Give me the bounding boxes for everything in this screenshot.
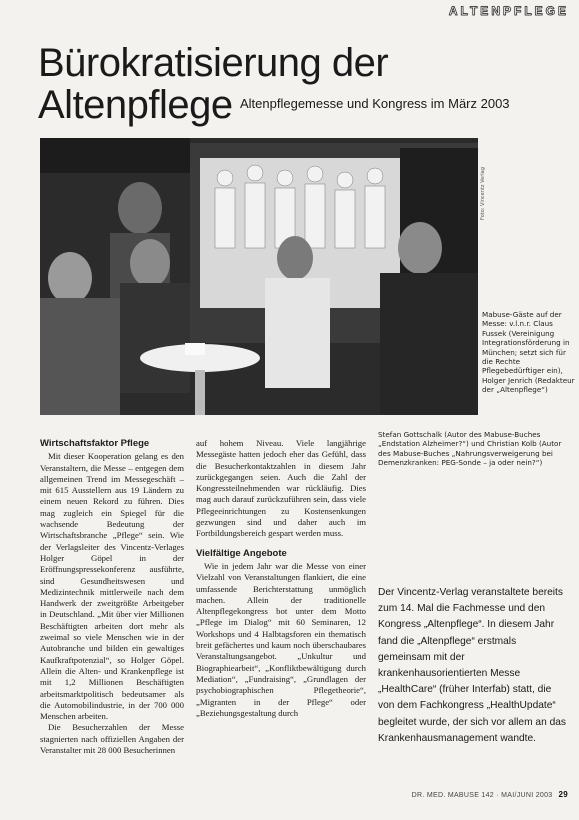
section-label: ALTENPFLEGE (448, 4, 569, 18)
intro-box: Der Vincentz-Verlag veranstaltete bereits zum 14. Mal die Fachmesse und den Kongress „Altenpflege“. In diesem Jahr fand die „Altenpflege“ erstmals gemeinsam mit der krankenhausorientierten Messe „HealthCare“ (früher Interfab) statt, die von dem Fachkongress „HealthUpdate“ begleitet wurde, der sich vor allem an das Krankenhausmanagement wandte. (378, 587, 567, 744)
photo-credit: Foto: Vincentz Verlag (480, 167, 486, 220)
article-title-line1: Bürokratisierung der (38, 41, 389, 85)
section-heading: Wirtschaftsfaktor Pflege (40, 438, 150, 449)
article-photo (40, 138, 478, 415)
journal-name: DR. MED. MABUSE 142 · MAI/JUNI 2003 (411, 792, 553, 799)
photo-caption-continued: Stefan Gottschalk (Autor des Mabuse-Buches „Endstation Alzheimer?“) und Christian Kolb (Autor des Mabuse-Buches „Nahrungsverweigerung bei Demenzkranken: PEG-Sonde – ja oder nein?“) (378, 430, 562, 468)
photo-illustration (40, 138, 478, 415)
article-title-line2: Altenpflege (38, 83, 233, 127)
paragraph: Die Besucherzahlen der Messe stagnierten nach offiziellen Angaben der Veranstalter mit 28 000 Besucherinnen (40, 722, 184, 756)
page-footer (398, 790, 568, 799)
paragraph: Wie in jedem Jahr war die Messe von einer Vielzahl von Veranstaltungen flankiert, die eine umfassende Berichterstattung unmöglich machen. Allein der traditionelle Altenpflegekongress bot unter dem Motto „Pflege im Dialog“ mit 60 Seminaren, 12 Workshops und 4 Halbtagsforen ein thematisch breit gefächertes und kaum noch überschaubares Veranstaltungsangebot. „Unkultur und Biographiearbeit“, „Konfliktbewältigung durch Mediation“, „Fundraising“, „Grundlagen der psychobiographischen Pflegetheorie“, „Migranten in der Pflege“ oder „Beziehungsgestaltung durch (196, 560, 366, 718)
paragraph: auf hohem Niveau. Viele langjährige Messegäste hatten jedoch eher das Gefühl, dass die Besucherkontaktzahlen in diesem Jahr zurückgegangen seien. Auch die Zahl der Kongressteilnehmenden war rückläufig. Dies mag auch darauf zurückzuführen sein, dass viele Pflegeeinrichtungen zu Kostensenkungen gezwungen sind und daher auch im Fortbildungsbereich gespart werden muss. (196, 438, 366, 539)
paragraph: Mit dieser Kooperation gelang es den Veranstaltern, die Messe – entgegen dem allgemeinen Trend im Messegeschäft – mit 615 Ausstellern aus 19 Ländern zu einem neuen Rekord zu führen. Dies mag zugleich ein Spiegel für die wachsende Bedeutung der Wirtschaftsbranche „Pflege“ sein. Wie der Verlagsleiter des Vincentz-Verlages Holger Göpel in der Eröffnungspressekonferenz ausführte, sind Gesundheitswesen und Medizintechnik mittlerweile nach dem Handwerk der zweitgrößte Arbeitgeber in Deutschland. „Mit über vier Millionen Beschäftigten arbeiten dort mehr als zweimal so viele Menschen wie in der Autobranche und bilden ein gewaltiges Kaufkraftpotenzial“, so Holger Göpel. Allein die Alten- und Krankenpflege ist mit 1,2 Millionen Beschäftigten arbeitsmarktpolitisch bedeutsamer als die Automobilindustrie, in der 700 000 Menschen arbeiten. (40, 451, 184, 722)
photo-caption: Mabuse-Gäste auf der Messe: v.l.n.r. Claus Fussek (Vereinigung Integrationsförderung in München; setzt sich für die Rechte Pflegebedürftiger ein), Holger Jenrich (Redakteur der „Altenpflege“) (482, 310, 575, 395)
article-column-1 (40, 438, 184, 798)
section-heading: Vielfältige Angebote (196, 547, 287, 559)
article-column-2 (196, 438, 366, 798)
page-number: 29 (558, 790, 568, 799)
article-subtitle: Altenpflegemesse und Kongress im März 2003 (240, 96, 510, 111)
